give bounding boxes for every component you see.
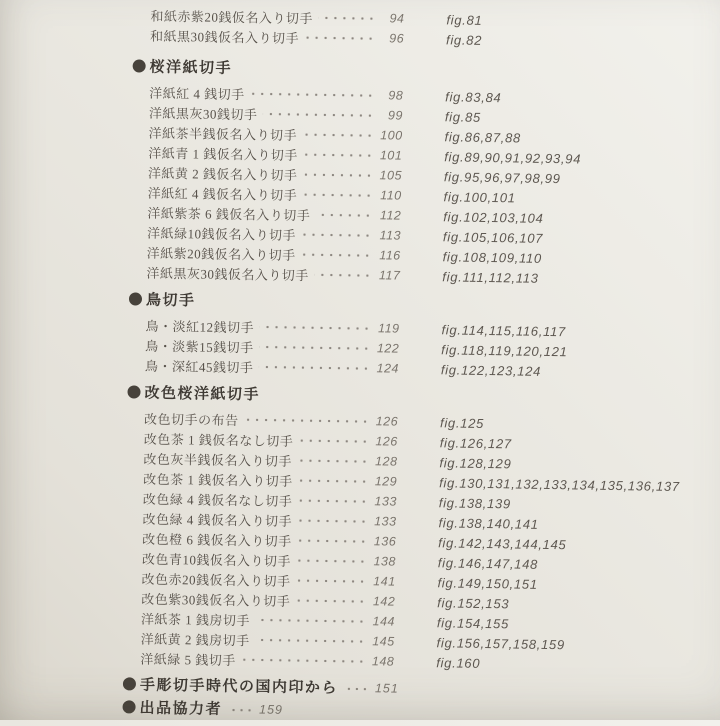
page-number: 129 bbox=[374, 474, 398, 489]
entry-label: 洋紙黒灰30銭切手 bbox=[148, 105, 258, 122]
entry-label: 改色紫30銭仮名入り切手 bbox=[141, 591, 291, 609]
toc-entry bbox=[142, 548, 396, 571]
figure-refs: fig.102,103,104 bbox=[443, 208, 544, 226]
dot-leader bbox=[315, 207, 372, 222]
toc-entry bbox=[143, 468, 397, 491]
page-number: 99 bbox=[387, 108, 404, 123]
page-number: 126 bbox=[375, 434, 398, 449]
entry-label: 和紙赤紫20銭仮名入り切手 bbox=[150, 8, 314, 26]
page-number: 94 bbox=[389, 11, 405, 26]
entry-label: 洋紙緑10銭仮名入り切手 bbox=[146, 225, 297, 243]
toc-entry bbox=[146, 262, 400, 285]
toc-entry bbox=[148, 162, 402, 185]
page-number: 116 bbox=[379, 248, 401, 263]
toc-entry bbox=[147, 242, 401, 265]
figure-refs: fig.142,143,144,145 bbox=[438, 534, 567, 552]
toc-entry bbox=[149, 102, 403, 125]
page-number: 112 bbox=[379, 208, 402, 223]
bullet-icon bbox=[127, 385, 140, 398]
dot-leader bbox=[345, 681, 369, 695]
bullet-icon bbox=[133, 59, 146, 72]
entry-label: 改色橙 6 銭仮名入り切手 bbox=[142, 531, 292, 549]
toc-entry bbox=[148, 182, 402, 205]
figure-refs: fig.95,96,97,98,99 bbox=[443, 168, 561, 186]
toc-entry bbox=[143, 488, 397, 511]
entry-label: 洋紙紫茶 6 銭仮名入り切手 bbox=[147, 205, 311, 223]
page-number: 101 bbox=[379, 148, 403, 163]
toc-entry bbox=[141, 628, 395, 651]
figure-refs: fig.108,109,110 bbox=[442, 248, 542, 266]
dot-leader bbox=[241, 652, 366, 668]
entry-label: 改色緑 4 銭仮名入り切手 bbox=[142, 511, 293, 529]
dot-leader bbox=[296, 553, 367, 568]
entry-label: 洋紙紅 4 銭切手 bbox=[149, 85, 245, 102]
page-number: 110 bbox=[380, 188, 402, 203]
dot-leader bbox=[258, 359, 370, 375]
page-number: 98 bbox=[388, 88, 404, 103]
toc-entry bbox=[149, 82, 403, 105]
toc-entry bbox=[141, 588, 395, 611]
page-number: 124 bbox=[376, 361, 400, 376]
toc-entry bbox=[143, 448, 397, 471]
toc-entry bbox=[144, 408, 398, 431]
page-number: 142 bbox=[372, 594, 396, 609]
dot-leader bbox=[297, 493, 368, 508]
toc-entry bbox=[142, 508, 396, 531]
toc-entry bbox=[147, 202, 401, 225]
entry-label: 洋紙紫20銭仮名入り切手 bbox=[146, 245, 296, 263]
toc-entry bbox=[142, 528, 396, 551]
page-number: 144 bbox=[372, 614, 396, 629]
page-number: 159 bbox=[258, 702, 284, 717]
entry-label: 洋紙青 1 銭仮名入り切手 bbox=[148, 145, 298, 163]
entry-label: 鳥・深紅45銭切手 bbox=[144, 358, 254, 375]
figure-refs: fig.114,115,116,117 bbox=[441, 321, 567, 339]
page-number: 148 bbox=[371, 654, 395, 669]
entry-label: 洋紙茶半銭仮名入り切手 bbox=[148, 125, 298, 143]
toc-entry bbox=[141, 568, 395, 591]
toc-entry bbox=[145, 335, 399, 358]
page-number: 133 bbox=[374, 494, 397, 509]
dot-leader bbox=[318, 10, 376, 25]
dot-leader bbox=[298, 473, 369, 488]
section-title: 手彫切手時代の国内印から bbox=[139, 676, 339, 697]
figure-refs: fig.100,101 bbox=[443, 188, 516, 205]
dot-leader bbox=[255, 612, 366, 628]
page-number: 126 bbox=[375, 414, 399, 429]
toc-entry bbox=[144, 428, 398, 451]
toc-entry bbox=[145, 315, 399, 338]
page-number: 119 bbox=[378, 321, 400, 336]
page-number: 136 bbox=[373, 534, 397, 549]
figure-refs: fig.89,90,91,92,93,94 bbox=[444, 148, 582, 166]
figure-refs: fig.130,131,132,133,134,135,136,137 bbox=[439, 474, 680, 494]
entry-label: 洋紙黄 2 銭房切手 bbox=[140, 631, 250, 648]
dot-leader bbox=[297, 533, 368, 548]
page-number: 141 bbox=[373, 574, 396, 589]
dot-leader bbox=[244, 412, 370, 428]
dot-leader bbox=[303, 147, 374, 162]
figure-refs: fig.118,119,120,121 bbox=[441, 341, 568, 359]
entry-label: 洋紙黄 2 銭仮名入り切手 bbox=[147, 165, 298, 183]
toc-section-header bbox=[127, 380, 718, 411]
dot-leader bbox=[297, 513, 368, 528]
entry-label: 改色灰半銭仮名入り切手 bbox=[143, 451, 293, 469]
page-number: 122 bbox=[376, 341, 400, 356]
entry-label: 洋紙茶 1 銭房切手 bbox=[140, 611, 251, 628]
section-title: 桜洋紙切手 bbox=[149, 58, 233, 77]
figure-refs: fig.105,106,107 bbox=[442, 228, 544, 246]
figure-refs: fig.128,129 bbox=[439, 454, 512, 471]
figure-refs: fig.160 bbox=[436, 654, 481, 671]
entry-label: 改色緑 4 銭仮名なし切手 bbox=[142, 491, 293, 509]
section-title: 出品協力者 bbox=[139, 699, 223, 718]
page-number: 113 bbox=[379, 228, 402, 243]
figure-refs: fig.85 bbox=[444, 108, 482, 125]
page-number: 133 bbox=[374, 514, 397, 529]
page-number: 105 bbox=[379, 168, 403, 183]
dot-leader bbox=[302, 187, 373, 202]
toc-entry bbox=[148, 142, 402, 165]
dot-leader bbox=[229, 702, 253, 716]
figure-refs: fig.156,157,158,159 bbox=[436, 634, 565, 652]
toc-entry bbox=[140, 648, 394, 671]
dot-leader bbox=[259, 319, 371, 335]
entry-label: 改色赤20銭仮名入り切手 bbox=[141, 571, 291, 589]
entry-label: 改色切手の布告 bbox=[143, 411, 239, 428]
figure-refs: fig.138,140,141 bbox=[438, 514, 539, 532]
entry-label: 洋紙緑 5 銭切手 bbox=[140, 651, 236, 668]
dot-leader bbox=[259, 339, 371, 355]
bullet-icon bbox=[129, 292, 142, 305]
figure-refs: fig.152,153 bbox=[437, 594, 510, 611]
bullet-icon bbox=[122, 700, 135, 713]
toc-entry bbox=[150, 5, 404, 28]
section-title: 鳥切手 bbox=[145, 291, 196, 309]
dot-leader bbox=[298, 433, 369, 448]
dot-leader bbox=[302, 127, 374, 142]
figure-refs: fig.111,112,113 bbox=[442, 268, 539, 286]
toc-section-header bbox=[132, 54, 720, 85]
figure-refs: fig.126,127 bbox=[439, 434, 512, 451]
dot-leader bbox=[314, 267, 372, 282]
entry-label: 改色茶 1 銭仮名なし切手 bbox=[143, 431, 294, 449]
dot-leader bbox=[295, 593, 366, 608]
dot-leader bbox=[301, 247, 372, 262]
figure-refs: fig.81 bbox=[446, 11, 483, 28]
figure-refs: fig.154,155 bbox=[436, 614, 510, 631]
toc-entry bbox=[141, 608, 395, 631]
toc-entry bbox=[145, 355, 399, 378]
figure-refs: fig.149,150,151 bbox=[437, 574, 538, 592]
page-number: 100 bbox=[380, 128, 403, 143]
dot-leader bbox=[250, 86, 375, 102]
entry-label: 鳥・淡紅12銭切手 bbox=[145, 318, 255, 335]
dot-leader bbox=[255, 632, 366, 648]
toc-entry bbox=[148, 122, 402, 145]
page-number: 138 bbox=[373, 554, 397, 569]
toc-entry bbox=[150, 25, 404, 48]
dot-leader bbox=[301, 227, 372, 242]
entry-label: 鳥・淡紫15銭切手 bbox=[145, 338, 254, 355]
figure-refs: fig.125 bbox=[439, 414, 485, 431]
figure-refs: fig.86,87,88 bbox=[444, 128, 522, 146]
dot-leader bbox=[297, 453, 369, 468]
section-title: 改色桜洋紙切手 bbox=[144, 384, 261, 403]
dot-leader bbox=[302, 167, 373, 182]
entry-label: 改色青10銭仮名入り切手 bbox=[141, 551, 292, 569]
figure-refs: fig.138,139 bbox=[438, 494, 511, 511]
figure-refs: fig.122,123,124 bbox=[440, 361, 542, 379]
page-number: 145 bbox=[372, 634, 395, 649]
figure-refs: fig.83,84 bbox=[445, 88, 502, 105]
dot-leader bbox=[304, 30, 375, 45]
bullet-icon bbox=[123, 677, 136, 690]
toc-entry bbox=[147, 222, 401, 245]
entry-label: 洋紙黒灰30銭仮名入り切手 bbox=[146, 265, 310, 283]
page-number: 128 bbox=[374, 454, 398, 469]
figure-refs: fig.82 bbox=[445, 31, 483, 48]
figure-refs: fig.146,147,148 bbox=[437, 554, 539, 572]
dot-leader bbox=[295, 573, 366, 588]
page-number: 151 bbox=[374, 681, 399, 696]
toc-section-header bbox=[129, 287, 720, 318]
entry-label: 改色茶 1 銭仮名入り切手 bbox=[143, 471, 293, 489]
dot-leader bbox=[262, 106, 374, 122]
entry-label: 和紙黒30銭仮名入り切手 bbox=[150, 28, 300, 46]
entry-label: 洋紙紅 4 銭仮名入り切手 bbox=[147, 185, 298, 203]
page-number: 96 bbox=[389, 31, 405, 46]
page-number: 117 bbox=[378, 268, 401, 283]
